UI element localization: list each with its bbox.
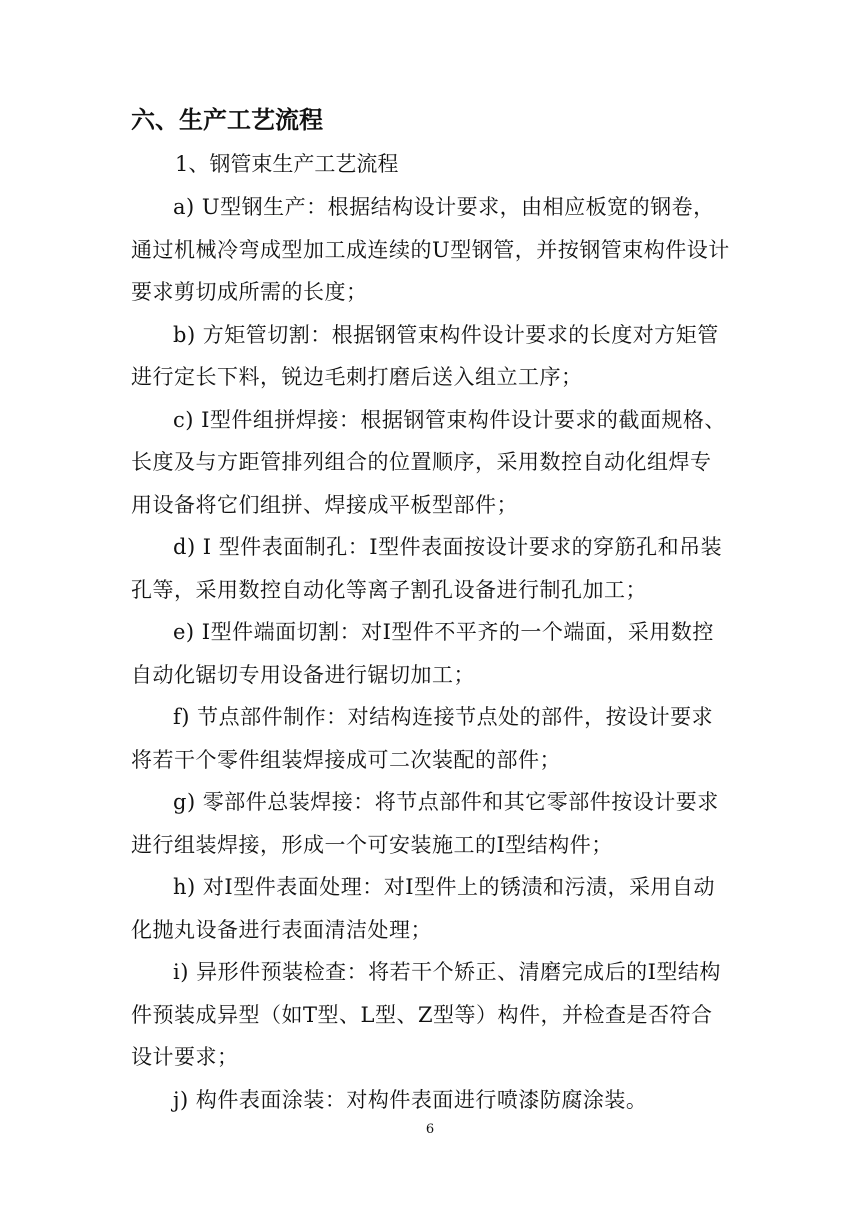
paragraph-j: j) 构件表面涂装：对构件表面进行喷漆防腐涂装。 — [173, 1087, 648, 1112]
paragraph-b: b) 方矩管切割：根据钢管束构件设计要求的长度对方矩管进行定长下料，锐边毛刺打磨后送入组立工序； — [131, 322, 719, 389]
paragraph-f: f) 节点部件制作：对结构连接节点处的部件，按设计要求将若干个零件组装焊接成可二次装配的部件； — [131, 705, 714, 772]
paragraph-c: c) I型件组拼焊接：根据钢管束构件设计要求的截面规格、长度及与方距管排列组合的位置顺序，采用数控自动化组焊专用设备将它们组拼、焊接成平板型部件； — [131, 407, 726, 517]
paragraph-h: h) 对I型件表面处理：对I型件上的锈渍和污渍，采用自动化抛丸设备进行表面清洁处理； — [131, 875, 715, 942]
paragraph-d: d) I 型件表面制孔：I型件表面按设计要求的穿筋孔和吊装孔等，采用数控自动化等离子割孔设备进行制孔加工； — [131, 535, 723, 602]
paragraph-g: g) 零部件总装焊接：将节点部件和其它零部件按设计要求进行组装焊接，形成一个可安装施工的I型结构件； — [131, 790, 719, 857]
paragraph-i: i) 异形件预装检查：将若干个矫正、清磨完成后的I型结构件预装成异型（如T型、L型、Z型等）构件，并检查是否符合设计要求； — [131, 960, 721, 1069]
paragraph-a: a) U型钢生产：根据结构设计要求，由相应板宽的钢卷，通过机械冷弯成型加工成连续的U型钢管，并按钢管束构件设计要求剪切成所需的长度； — [131, 195, 730, 304]
subsection-heading: 1、钢管束生产工艺流程 — [175, 152, 399, 176]
paragraph-e: e) I型件端面切割：对I型件不平齐的一个端面，采用数控自动化锯切专用设备进行锯切加工； — [131, 620, 714, 687]
section-heading: 六、生产工艺流程 — [131, 105, 323, 134]
page-number: 6 — [425, 1122, 435, 1137]
document-body — [131, 186, 731, 1121]
